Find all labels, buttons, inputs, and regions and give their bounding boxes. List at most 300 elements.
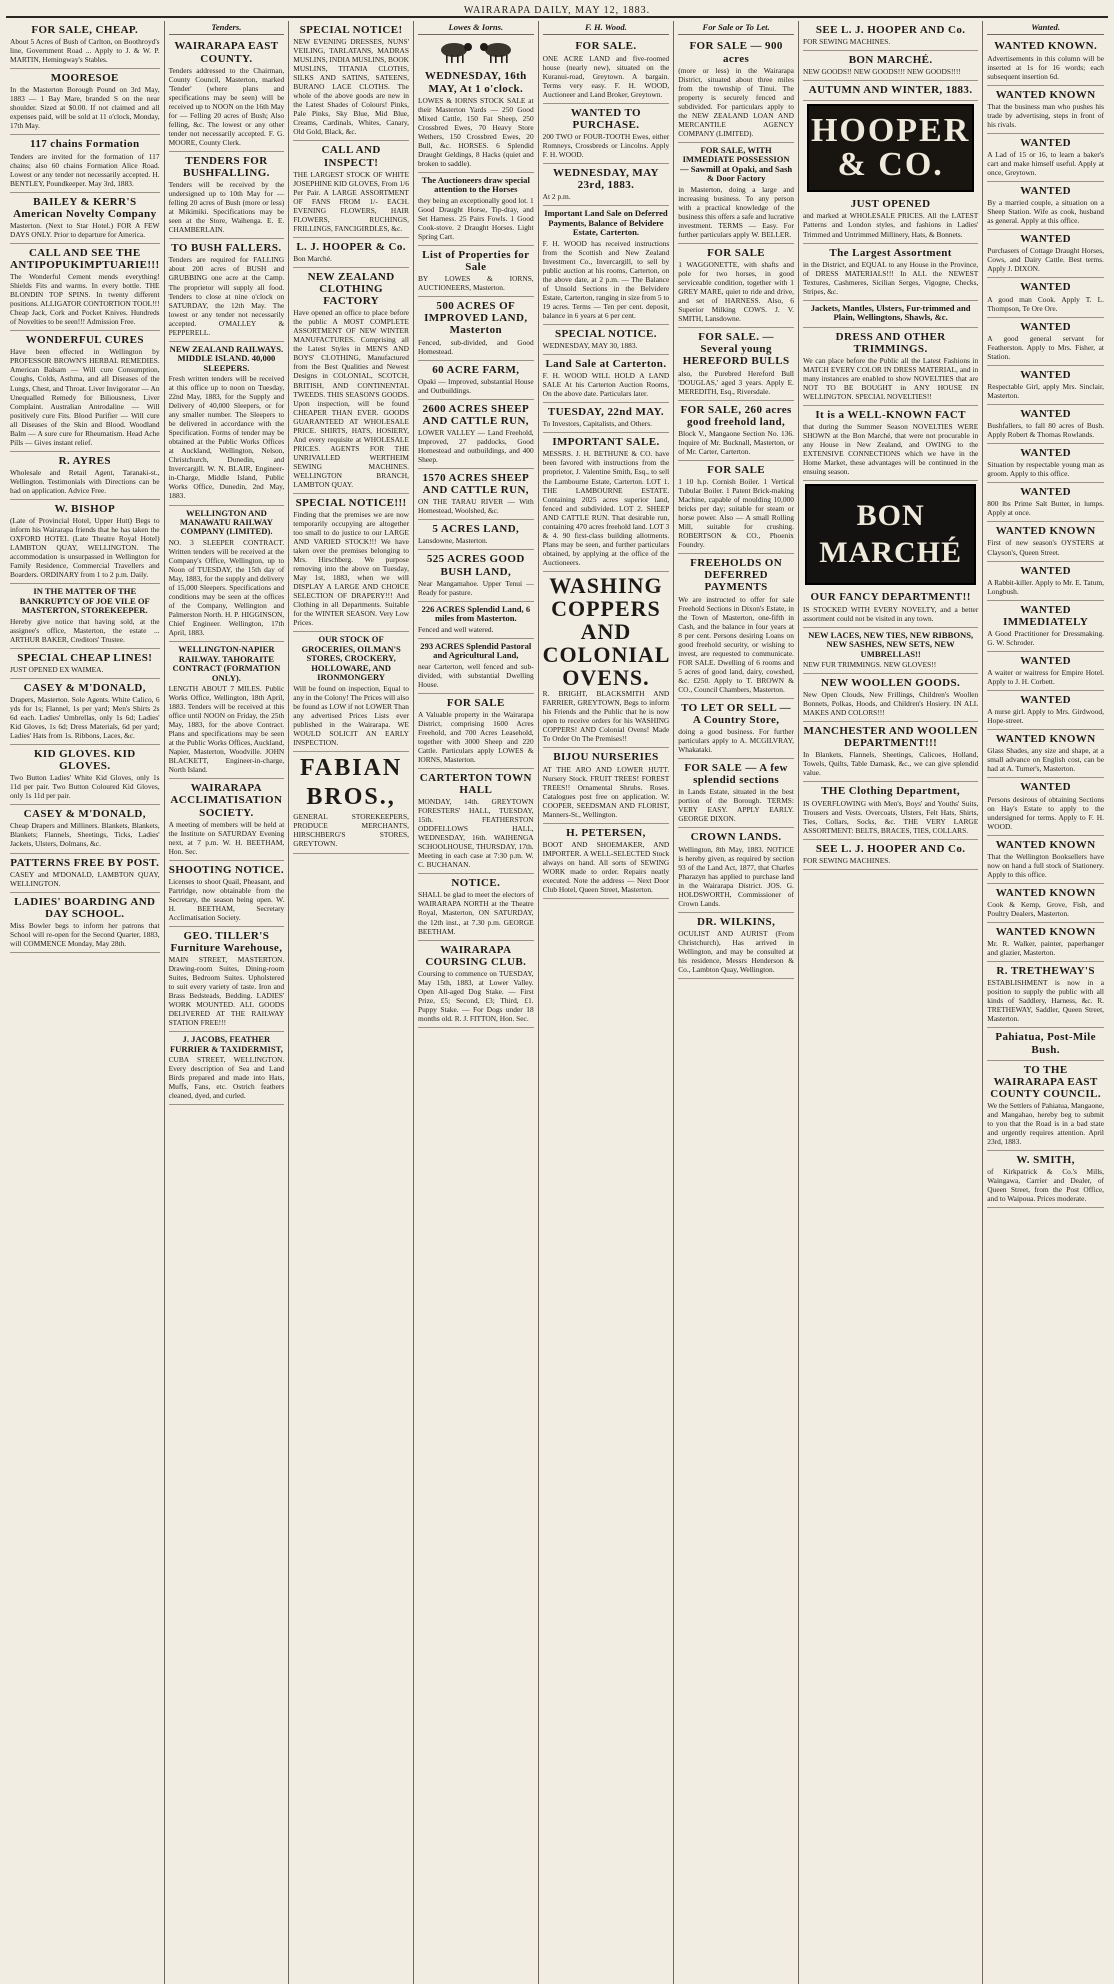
advertisement-body: A waiter or waitress for Empire Hotel. Apply to J. H. Corbett. — [987, 668, 1104, 687]
advertisement-body: MAIN STREET, MASTERTON. Drawing-room Suites, Dining-room Suites, Bedroom Suites. Upholstered to suit every variety of taste. Iron and Brass Bedsteads, Bedding. LADIES' WORK MOUNTED. ALL GOODS DELIVERED AT THE RAILWAY STATION FREE!!! — [168, 955, 285, 1028]
advertisement-heading: TENDERS FOR BUSHFALLING. — [183, 154, 270, 180]
advertisement-heading: WANTED KNOWN — [995, 88, 1096, 101]
advertisement — [678, 828, 794, 912]
advertisement-heading: GEO. TILLER'S Furniture Warehouse, — [170, 929, 283, 955]
advertisement-heading: IMPORTANT SALE. — [552, 436, 660, 449]
advertisement-body: NEW EVENING DRESSES, NUNS' VEILING, TARLATANS, MADRAS MUSLINS, INDIA MUSLINS, BOOK MUSLINS, TITANIA CLOTHS, SILKS AND SATINS, SATEENS, BURANO LACE CLOTHS. The whole of the above goods are new in the Latest Shades of Colours! Pinks, Pale Pinks, Sky Blue, Mid Blue, Creams, Cardinals, Whites, Canary, Old Gold, Black, &c. — [293, 37, 409, 137]
advertisement — [169, 861, 285, 927]
advertisement — [987, 562, 1104, 601]
advertisement-body: BOOT AND SHOEMAKER, AND IMPORTER. A WELL-SELECTED Stock always on hand. All sorts of SEWING WORK made to order. Repairs neatly executed. Note the address — Next Door Club Hotel, Queen Street, Masterton. — [542, 839, 670, 894]
advertisement — [678, 401, 794, 461]
advertisement-heading: PATTERNS FREE BY POST. — [10, 856, 160, 869]
advertisement-body: A meeting of members will be held at the Institute on SATURDAY Evening next, at 7 p.m. W. H. BEETHAM, Hon. Sec. — [168, 819, 285, 856]
advertisement — [10, 805, 160, 853]
advertisement-body: also, the Purebred Hereford Bull 'DOUGLAS,' aged 3 years. Apply E. MEREDITH, Esq., Riversdale. — [678, 368, 794, 396]
advertisement-heading: SPECIAL NOTICE! — [299, 24, 403, 36]
sheep-icon — [478, 38, 518, 64]
advertisement — [10, 193, 160, 244]
advertisement-heading: IN THE MATTER OF THE BANKRUPTCY OF JOE VILE OF MASTERTON, STOREKEEPER. — [19, 586, 150, 616]
advertisement-body: Persons desirous of obtaining Sections on Hay's Estate to apply to the undersigned for terms. Apply to F. H. WOOD. — [987, 794, 1104, 831]
column-8 — [983, 21, 1108, 1984]
advertisement-body: A nurse girl. Apply to Mrs. Girdwood, Hope-street. — [987, 707, 1104, 726]
advertisement-heading: DRESS AND OTHER TRIMMINGS. — [835, 330, 946, 355]
livestock-illustration — [418, 38, 534, 64]
advertisement-body: NO. 3 SLEEPER CONTRACT. Written tenders will be received at the Company's Office, Wellington, up to Noon of TUESDAY, the 15th day of May, 1883, for the supply and delivery of 15,000 Sleepers. Specifications and conditions may be seen at the offices of the Company, Wellington and Palmerston North. H. P. HIGGINSON, Chief Engineer. Wellington, 17th April, 1883. — [168, 537, 285, 638]
advertisement-body: Lansdowne, Masterton. — [417, 536, 488, 546]
advertisement-body: Coursing to commence on TUESDAY, May 15th, 1883, at Lower Valley. Open All-aged Dog Stake. — First Prize, £5; Second, £3; Third, £1. Puppy Stake. — For Dogs under 18 months old. R. J. FITTON, Hon. Sec. — [417, 968, 534, 1023]
advertisement-heading: W. SMITH, — [1016, 1154, 1075, 1167]
advertisement — [987, 134, 1104, 182]
advertisement-heading: 5 ACRES LAND, — [432, 523, 520, 536]
advertisement-heading: TUESDAY, 22nd MAY. — [547, 406, 665, 419]
advertisement — [418, 400, 534, 469]
advertisement-heading: BON MARCHÉ. — [848, 54, 933, 67]
column-3 — [289, 21, 414, 1984]
advertisement-heading: NEW WOOLLEN GOODS. — [821, 677, 961, 690]
advertisement-heading: WONDERFUL CURES — [25, 334, 144, 347]
bon-marche-banner: BON MARCHÉ — [805, 484, 976, 585]
advertisement-heading: FOR SALE, 260 acres good freehold land, — [680, 403, 792, 428]
advertisement — [293, 494, 409, 633]
advertisement — [803, 51, 978, 81]
advertisement-heading: WAIRARAPA EAST COUNTY. — [174, 40, 279, 65]
advertisement — [10, 679, 160, 745]
advertisement-heading: 500 ACRES OF IMPROVED LAND, Masterton — [424, 300, 528, 337]
advertisement-heading: OUR STOCK OF GROCERIES, OILMAN'S STORES, CROCKERY, HOLLOWARE, AND IRONMONGERY — [301, 634, 401, 683]
advertisement-body: 200 TWO or FOUR-TOOTH Ewes, either Romneys, Crossbreds or Lincolns. Apply F. H. WOOD. — [542, 131, 670, 159]
advertisement-body: Have been effected in Wellington by PROFESSOR BROWN'S HERBAL REMEDIES. American Balsam — Will cure Consumption, Coughs, Colds, Asthma, and all Diseases of the Lungs, Chest, and Throat. Liver Invigorator — An Unequalled Remedy for Biliousness, Liver Complaint. Australian Antrodaline — Will positively cure Fits. Blood Purifier — Will cure all Diseases of the Skin and Blood. Woodland Balm — A sure cure for Rheumatism. Head Ache Pills — Gives instant relief. — [10, 347, 160, 447]
advertisement — [678, 913, 794, 979]
advertisement — [987, 230, 1104, 278]
advertisement — [803, 588, 978, 627]
advertisement — [987, 836, 1104, 884]
advertisement-heading: WANTED IMMEDIATELY — [1003, 603, 1089, 628]
advertisement — [418, 173, 534, 246]
advertisement — [543, 37, 670, 103]
advertisement-body: That the Wellington Booksellers have now on hand a full stock of Stationery. Apply to this office. — [987, 851, 1104, 879]
advertisement — [987, 318, 1104, 366]
advertisement — [543, 104, 670, 164]
advertisement — [293, 141, 409, 237]
advertisement-body: WEDNESDAY, MAY 30, 1883. — [542, 340, 638, 350]
advertisement-body: in the District, and EQUAL to any House in the Province, of DRESS MATERIALS!!! In ALL the NEWEST Textures, Cashmeres, Sicilian Serges, Vigogne, Checks, Stripes, &c. — [802, 259, 979, 296]
advertisement-body: R. BRIGHT, BLACKSMITH AND FARRIER, GREYTOWN, Begs to inform his Friends and the Public that he is now open to receive orders for his WASHING COPPERS! AND Colonial Ovens! Made To Order On The Premises!! — [542, 689, 670, 744]
advertisement — [418, 550, 534, 601]
advertisement-body: (Late of Provincial Hotel, Upper Hutt) Begs to inform his Wairarapa friends that he has taken the OXFORD HOTEL (Late Theatre Royal Hotel) LAMBTON QUAY, WELLINGTON. The accommodation is unsurpassed in Wellington for Family Residence, Commercial Travellers and Boarders. ORDINARY from 1 to 2 p.m. Daily. — [10, 516, 160, 580]
advertisement-heading: OUR FANCY DEPARTMENT!! — [810, 591, 971, 604]
advertisement-body: NEW GOODS!! NEW GOODS!!! NEW GOODS!!!! — [802, 67, 961, 77]
advertisement-heading: WEDNESDAY, 16th MAY, At 1 o'clock. — [424, 70, 527, 95]
advertisement-body: SHALL be glad to meet the electors of WAIRARAPA NORTH at the Theatre Royal, Masterton, ON SATURDAY, the 12th inst., at 7.30 p.m. GEORGE BEETHAM. — [417, 890, 534, 936]
advertisement — [418, 639, 534, 694]
advertisement — [987, 923, 1104, 962]
advertisement-body: OCULIST AND AURIST (From Christchurch), Has arrived in Wellington, and may be consulted at his residence, Messrs Henderson & Co., Lambton Quay, Wellington. — [678, 928, 794, 974]
advertisement-heading: Land Sale at Carterton. — [545, 358, 667, 370]
advertisement — [10, 21, 160, 69]
column-5 — [539, 21, 675, 1984]
advertisement-body: A Rabbit-killer. Apply to Mr. E. Tatum, Longbush. — [987, 577, 1104, 596]
advertisement-body: A good man Cook. Apply T. L. Thompson, Te Ore Ore. — [987, 294, 1104, 313]
advertisement-body: IS OVERFLOWING with Men's, Boys' and Youths' Suits, Trousers and Vests. Overcoats, Ulsters, Felt Hats, Shirts, Ties, Collars, Socks, &c. THE VERY LARGE ASSORTMENT: BELTS, BRACES, TIES, COLLARS. — [802, 798, 979, 835]
advertisement-heading: BIJOU NURSERIES — [553, 751, 659, 764]
advertisement-heading: WANTED — [1020, 368, 1071, 381]
advertisement-heading: SPECIAL NOTICE. — [554, 327, 657, 340]
advertisement — [418, 297, 534, 360]
advertisement-heading: FOR SALE — A few splendid sections — [684, 762, 788, 787]
advertisement-body: Block V., Mangaone Section No. 136. Inquire of Mr. Bucknall, Masterton, or of Mr. Carter, Carterton. — [678, 428, 794, 456]
advertisement-heading: SPECIAL NOTICE!!! — [295, 496, 407, 509]
advertisement-heading: WANTED KNOWN — [995, 926, 1096, 939]
advertisement-body: Cook & Kemp, Grove, Fish, and Poultry Dealers, Masterton. — [987, 899, 1104, 918]
advertisement — [987, 86, 1104, 134]
advertisement — [293, 632, 409, 751]
advertisement-body: GENERAL STOREKEEPERS, PRODUCE MERCHANTS, HIRSCHBERG'S STORES, GREYTOWN. — [293, 812, 409, 849]
advertisement-body: Purchasers of Cottage Draught Horses, Cows, and Dairy Cattle. Best terms. Apply J. DIXON. — [987, 246, 1104, 274]
advertisement — [169, 779, 285, 860]
advertisement-body: 1 WAGGONETTE, with shafts and pole for two horses, in good serviceable condition, together with 1 GREY MARE, quiet to ride and drive, and set of HARNESS. Also, 6 Superior Milking COWS. J. V. SMITH, Lansdowne. — [678, 260, 794, 324]
advertisement-heading: CALL AND SEE THE ANTIPOPUKIMPTUARIE!!! — [10, 246, 160, 271]
hooper-advertisement-block — [807, 104, 974, 192]
advertisement-body: of Kirkpatrick & Co.'s Mills, Waingawa, Carrier and Dealer, of Queen Street, from the Post Office, and to Waipoua. Prices moderate. — [987, 1167, 1104, 1204]
columns-container — [6, 21, 1108, 1984]
advertisement-heading: The Auctioneers draw special attention to the Horses — [421, 174, 530, 195]
advertisement — [543, 164, 670, 206]
column-heading: Wanted. — [987, 21, 1104, 35]
column-1 — [6, 21, 165, 1984]
advertisement-heading: FOR SALE. — Several young HEREFORD BULLS — [682, 331, 790, 368]
advertisement — [803, 722, 978, 782]
advertisement — [987, 483, 1104, 522]
advertisement-heading: CARTERTON TOWN HALL — [419, 771, 532, 796]
advertisement-body: (more or less) in the Wairarapa District, situated about three miles from the township of Tinui. The property is securely fenced and subdivided. For particulars apply to the NEW ZEALAND LOAN AND MERCANTILE AGENCY COMPANY (LIMITED). — [678, 65, 794, 138]
advertisement — [543, 824, 670, 899]
advertisement-body: In the Masterton Borough Pound on 3rd May, 1883 — 1 Bay Mare, branded S on the near shoulder. Sized at $0.00. If not claimed and all expenses paid, will be sold at 11 o'clock, Monday, 17th May. — [10, 85, 160, 131]
advertisement-heading: 2600 ACRES SHEEP AND CATTLE RUN, — [422, 402, 530, 427]
advertisement — [10, 135, 160, 192]
advertisement-heading: WANTED — [1020, 486, 1071, 499]
advertisement-heading: 117 chains Formation — [30, 138, 140, 151]
advertisement — [169, 1032, 285, 1105]
advertisement-body: LOWES & IORNS STOCK SALE at their Masterton Yards — 250 Good Mixed Cattle, 150 Fat Sheep, 250 Crossbred Ewes, 70 Heavy Store Wethers, 150 Crossbred Ewes, 20 Bull, &c. HORSES. 6 Splendid Draught Geldings, 8 Hacks (quiet and broken to saddle). — [417, 95, 534, 168]
advertisement — [10, 244, 160, 331]
advertisement-heading: FOR SALE — 900 acres — [689, 40, 783, 65]
advertisement — [987, 182, 1104, 230]
advertisement-heading: MOORESOE — [50, 72, 119, 85]
advertisement-heading: AUTUMN AND WINTER, 1883. — [808, 84, 973, 97]
advertisement — [418, 67, 534, 172]
column-heading: For Sale or To Let. — [678, 21, 794, 35]
column-heading: Lowes & Iorns. — [418, 21, 534, 35]
advertisement-body: Fenced and well watered. — [417, 624, 494, 634]
advertisement-body: Two Button Ladies' White Kid Gloves, only 1s 11d per pair. Two Button Coloured Kid Gloves, only 1s 11d per pair. — [10, 773, 160, 801]
advertisement — [987, 652, 1104, 691]
advertisement-heading: CALL AND INSPECT! — [321, 144, 381, 169]
advertisement-body: A Good Practitioner for Dressmaking. G. W. Schroder. — [987, 628, 1104, 647]
advertisement-heading: WANTED — [1020, 781, 1071, 794]
advertisement-body: Cheap Drapers and Milliners. Blankets, Blankets, Blankets; Flannels, Sheetings, Ticks, Ladies' Jackets, Ulsters, Dolmans, &c. — [10, 821, 160, 849]
advertisement-heading: LADIES' BOARDING AND DAY SCHOOL. — [14, 895, 156, 920]
advertisement-body: Advertisements in this column will be inserted at 1s for 16 words; each subsequent insertion 6d. — [987, 53, 1104, 81]
advertisement-heading: TO THE WAIRARAPA EAST COUNTY COUNCIL. — [990, 1063, 1101, 1100]
advertisement-body: A Valuable property in the Wairarapa District, comprising 1600 Acres Freehold, and 700 Acres Leasehold, together with 3000 Sheep and 220 Cattle. Particulars apply LOWES & IORNS, Masterton. — [417, 709, 534, 764]
advertisement-heading: WANTED — [1020, 136, 1071, 149]
advertisement-body: Opaki — Improved, substantial House and Outbuildings. — [417, 376, 534, 395]
advertisement-heading: WANTED KNOWN. — [994, 40, 1098, 53]
advertisement-heading: FABIAN BROS., — [299, 754, 403, 811]
advertisement-heading: CROWN LANDS. — [690, 831, 782, 844]
advertisement-body: Masterton. (Next to Star Hotel.) FOR A FEW DAYS ONLY. Prior to departure for America. — [10, 220, 160, 239]
advertisement — [803, 328, 978, 406]
masthead-title: WAIRARAPA DAILY, MAY 12, 1883. — [463, 4, 651, 16]
advertisement-heading: WAIRARAPA ACCLIMATISATION SOCIETY. — [170, 782, 283, 819]
advertisement-body: The Wonderful Cement mends everything! Shields Fits and warms. In every bottle. THE BLONDIN TOP SPINS. In twenty different positions. ALLIGATOR CONTORTION TOOL!!! Cheap Jack, Cork and Pocket Knives. Hundreds of Novelties to be seen!!! Admission Free. — [10, 272, 160, 327]
advertisement-heading: MANCHESTER AND WOOLLEN DEPARTMENT!!! — [803, 725, 978, 750]
advertisement-body: Tenders addressed to the Chairman, County Council, Masterton, marked 'Tender' (where plans and specifications may be seen) will be received up to NOON on the 16th May for — Felling 20 acres of Bush; Also felling, &c. The lowest or any other tender not necessarily accepted. F. G. MOORE, County Clerk. — [168, 65, 285, 147]
advertisement-body: A Lad of 15 or 16, to learn a baker's cart and make himself useful. Apply at once, Greytown. — [987, 149, 1104, 178]
advertisement-body: Miss Bowler begs to inform her patrons that School will re-open for the Second Quarter, 1883, will COMMENCE Monday, May 28th. — [10, 920, 160, 948]
advertisement-body: they being an exceptionally good lot. 1 Good Draught Horse, Tip-dray, and Set Harness. 25 Pairs Fowls. 1 Good Cook-stove. 2 Draught Horses. Light Spring Cart. — [417, 195, 534, 241]
advertisement-body: Near Mangamahoe. Upper Tenui — Ready for pasture. — [417, 578, 534, 597]
advertisement — [987, 962, 1104, 1028]
column-heading: Tenders. — [169, 21, 285, 35]
advertisement-heading: WANTED — [1020, 564, 1071, 577]
advertisement — [10, 649, 160, 679]
advertisement-heading: SPECIAL CHEAP LINES! — [17, 651, 153, 664]
advertisement — [678, 461, 794, 554]
advertisement-heading: WANTED — [1020, 320, 1071, 333]
advertisement — [803, 21, 978, 51]
advertisement — [987, 601, 1104, 652]
advertisement — [543, 325, 670, 355]
column-4 — [414, 21, 539, 1984]
advertisement — [169, 642, 285, 779]
advertisement-heading: WANTED TO PURCHASE. — [570, 106, 642, 131]
advertisement-body: FOR SEWING MACHINES. — [802, 37, 891, 47]
advertisement-heading: Pahiatua, Post-Mile Bush. — [995, 1031, 1096, 1056]
advertisement — [803, 81, 978, 101]
advertisement-body: NEW FUR TRIMMINGS. NEW GLOVES!! — [802, 659, 937, 669]
advertisement-body: Tenders are invited for the formation of 117 chains; also 60 chains Formation Alice Road. Lowest or any tender not necessarily accepted. H. BENTLEY, Poundkeeper. May 3rd, 1883. — [10, 151, 160, 188]
advertisement-body: near Carterton, well fenced and sub-divided, with substantial Dwelling House. — [417, 661, 534, 689]
advertisement-heading: 525 ACRES GOOD BUSH LAND, — [426, 553, 525, 578]
advertisement-body: 1 10 h.p. Cornish Boiler. 1 Vertical Tubular Boiler. 1 Patent Brick-making Machine, capable of moulding 10,000 bricks per day; suitable for steam or horse power. Also — A small Rolling Mill, suitable for crushing. ROBERTSON & CO., Phoenix Foundry. — [678, 476, 794, 550]
advertisement — [293, 268, 409, 494]
advertisement — [10, 745, 160, 805]
advertisement — [543, 206, 670, 325]
advertisement — [10, 331, 160, 451]
advertisement-heading: WANTED — [1020, 185, 1071, 198]
advertisement — [418, 520, 534, 550]
advertisement-heading: The Largest Assortment — [829, 246, 952, 259]
advertisement-heading: FOR SALE — [707, 463, 766, 476]
advertisement-heading: NOTICE. — [451, 877, 501, 890]
advertisement — [987, 366, 1104, 405]
advertisement-body: ESTABLISHMENT is now in a position to supply the public with all kinds of Saddlery, Harness, &c. R. TRETHEWAY, Saddler, Queen Street, Masterton. — [987, 978, 1104, 1024]
advertisement — [678, 699, 794, 759]
advertisement-body: Have opened an office to place before the public A MOST COMPLETE ASSORTMENT OF NEW WINTER MANUFACTURES. Comprising all the Latest Styles in MEN'S AND BOYS' CLOTHING, Manufactured from the Best Qualities and Newest Designs in COLONIAL, SCOTCH, BRITISH, AND CONTINENTAL TWEEDS. THIS SEASON'S GOODS. Upon inspection, will be found CHEAPER THAN EVER. GOODS GUARANTEED AT WHOLESALE PRICE. SHIRTS, HATS, HOSIERY, And every requisite at WHOLESALE PRICES. AGENTS FOR THE UNRIVALLED WERTHEIM SEWING MACHINES. WELLINGTON BRANCH, LAMBTON QUAY. — [293, 308, 409, 489]
advertisement — [987, 37, 1104, 85]
advertisement-heading: 293 ACRES Splendid Pastoral and Agricultural Land, — [420, 640, 532, 661]
advertisement-heading: It is a WELL-KNOWN FACT — [815, 409, 966, 421]
advertisement — [10, 893, 160, 953]
advertisement — [418, 694, 534, 769]
advertisement — [803, 674, 978, 722]
advertisement-heading: 1570 ACRES SHEEP AND CATTLE RUN, — [422, 472, 530, 497]
advertisement-heading: List of Properties for Sale — [422, 248, 530, 274]
advertisement-body: CASEY and M'DONALD, LAMBTON QUAY, WELLINGTON. — [10, 869, 160, 888]
advertisement-body: By a married couple, a situation on a Sheep Station. Wife as cook, husband as general. Apply at this office. — [987, 198, 1104, 226]
advertisement-heading: WEDNESDAY, MAY 23rd, 1883. — [553, 167, 659, 192]
advertisement — [418, 941, 534, 1028]
advertisement-heading: Important Land Sale on Deferred Payments, Balance of Belvidere Estate, Carterton. — [544, 208, 668, 238]
advertisement-heading: WANTED KNOWN — [995, 733, 1096, 746]
advertisement-body: F. H. WOOD has received instructions from the Scottish and New Zealand Investment Co., Invercargill, to sell by public auction at his rooms, Carterton, on the above date, at 2 p.m. — The Balance of Unsold Sections in the Belvidere Estate, Carterton, ranging in size from 5 to 19 acres. Terms — Ten per cent. deposit, balance in 6 years at 6 per cent. — [542, 238, 670, 320]
advertisement-body: Drapers, Masterton. Sole Agents. White Calico, 6 yds for 1s; Flannel, 1s per yard; Men's Shirts 2s 6d each. Ladies' Umbrellas, only 1s 6d; Ladies' Kid Gloves, 1s 6d; Dress Materials, 6d per yard; Ladies' Hats from 1s. Ribbons, Laces, &c. — [10, 694, 160, 741]
advertisement-heading: WELLINGTON-NAPIER RAILWAY. TAHORAITE CONTRACT (FORMATION ONLY). — [172, 644, 281, 683]
advertisement-heading: SEE L. J. HOOPER AND Co. — [815, 24, 966, 36]
advertisement-body: Mr. R. Walker, painter, paperhanger and glazier, Masterton. — [987, 939, 1104, 958]
advertisement-body: LENGTH ABOUT 7 MILES. Public Works Office, Wellington, 18th April, 1883. Tenders will be received at this office until NOON on Friday, the 25th May, 1883, for the above Contract. Plans and specifications may be seen at the Public Works Offices, Auckland, Napier, Masterton, Woodville. JOHN BLACKETT, Engineer-in-charge, North Island. — [168, 684, 285, 775]
advertisement-body: Tenders will be received by the undersigned up to 10th May for — felling 20 acres of Bush (more or less) at Mikimiki. Specifications may be seen at the Store, Waihenga. E. E. CHAMBERLAIN. — [168, 180, 285, 235]
advertisement — [987, 405, 1104, 444]
advertisement — [803, 782, 978, 839]
advertisement-heading: TO LET OR SELL — A Country Store, — [681, 701, 792, 726]
advertisement-heading: FOR SALE — [707, 246, 766, 259]
advertisement — [169, 342, 285, 506]
advertisement — [169, 152, 285, 239]
advertisement-heading: CASEY & M'DONALD, — [23, 808, 146, 821]
advertisement-body: Bon Marché. — [293, 253, 332, 263]
advertisement-heading: WANTED KNOWN — [995, 525, 1096, 538]
advertisement — [543, 748, 670, 823]
advertisement-heading: NEW ZEALAND CLOTHING FACTORY — [307, 270, 395, 308]
advertisement-body: in Masterton, doing a large and increasing business. To any person with a practical knowledge of the business this offers a safe and lucrative investment. TERMS — Easy. For further particulars apply W. BELLER. — [678, 184, 794, 239]
advertisement-heading: WANTED — [1020, 407, 1071, 420]
advertisement-body: JUST OPENED EX WAIMEA. — [10, 664, 104, 674]
advertisement-heading: SHOOTING NOTICE. — [168, 863, 284, 876]
advertisement — [987, 444, 1104, 483]
advertisement-heading: WANTED — [1020, 694, 1071, 707]
advertisement-heading: WANTED — [1020, 281, 1071, 294]
advertisement — [803, 406, 978, 481]
advertisement-body: in Lands Estate, situated in the best portion of the Borough. TERMS: VERY EASY. APPLY EARLY. GEORGE DIXON. — [678, 787, 794, 824]
advertisement-body: that during the Summer Season NOVELTIES WERE SHOWN at the Bon Marché, that were not procurable in any House in New Zealand, and OWING to the EXTENSIVE CONNECTIONS which we have in the Home Market, these advantages will be continued in the ensuing season. — [802, 422, 979, 477]
advertisement-body: Wellington, 8th May, 1883. NOTICE is hereby given, as required by section 93 of the Land Act, 1877, that Charles Pharazyn has applied to purchase land in the Wairarapa District. JOS. G. HOLDSWORTH, Commissioner of Crown Lands. — [678, 844, 794, 908]
advertisement-body: We the Settlers of Pahiatua, Mangaone, and Mangahao, hereby beg to submit to you that the Road is in a bad state and urgently requires attention. April 23rd, 1883. — [987, 1100, 1104, 1147]
advertisement-heading: Jackets, Mantles, Ulsters, Fur-trimmed and Plain, Wellingtons, Shawls, &c. — [810, 302, 971, 323]
advertisement — [678, 244, 794, 328]
advertisement-body: Hereby give notice that having sold, at the assignee's office, Masterton, the estate ... ARTHUR BAKER, Creditors' Trustee. — [10, 616, 160, 644]
advertisement — [418, 769, 534, 874]
advertisement-heading: W. BISHOP — [54, 502, 116, 515]
advertisement-heading: FOR SALE. — [575, 40, 637, 53]
advertisement-heading: NEW ZEALAND RAILWAYS. MIDDLE ISLAND. 40,000 SLEEPERS. — [169, 343, 284, 373]
advertisement-heading: WANTED — [1020, 447, 1071, 460]
advertisement — [10, 500, 160, 584]
advertisement — [169, 927, 285, 1032]
advertisement — [543, 355, 670, 403]
advertisement — [987, 1028, 1104, 1060]
advertisement-heading: NEW LACES, NEW TIES, NEW RIBBONS, NEW SASHES, NEW SETS, NEW UMBRELLAS!! — [808, 629, 974, 659]
advertisement-body: Bushfallers, to fall 80 acres of Bush. Apply Robert & Thomas Rowlands. — [987, 421, 1104, 440]
advertisement-body: Glass Shades, any size and shape, at a small advance on English cost, can be had at A. Turner's, Masterton. — [987, 746, 1104, 774]
advertisement-heading: SEE L. J. HOOPER AND Co. — [815, 842, 966, 855]
advertisement — [678, 37, 794, 142]
advertisement-body: ON THE TARAU RIVER — With Homestead, Woolshed, &c. — [417, 497, 534, 516]
advertisement-body: BY LOWES & IORNS, AUCTIONEERS, Masterton. — [417, 274, 534, 293]
advertisement-body: CUBA STREET, WELLINGTON. Every description of Sea and Land Birds prepared and made into Hats, Muffs, Fans, etc. Ostrich feathers cleaned, dyed, and curled. — [168, 1055, 285, 1101]
advertisement-body: First of new season's OYSTERS at Clayson's, Queen Street. — [987, 538, 1104, 557]
advertisement — [803, 628, 978, 674]
advertisement-body: We are instructed to offer for sale Freehold Sections in Dixon's Estate, in the Town of Masterton, one-fifth in Cash, and the balance in four years at 8 per cent. Persons desiring Loans on good freehold security, or wishing to invest, are requested to communicate. FOR SALE. Dwelling of 6 rooms and 5 acres of good land, dairy, cowshed, &c. £250. Apply to T. BROWN & CO., Council Chambers, Masterton. — [678, 594, 794, 694]
advertisement — [10, 452, 160, 500]
advertisement — [169, 239, 285, 341]
advertisement-body: Fresh written tenders will be received at this office up to noon on Tuesday, 22nd May, 1883, for the Supply and Delivery of 40,000 Sleepers, or for any smaller number. The Sleepers to be delivered in accordance with the Specification. Forms of tender may be obtained at the Public Works Offices at Auckland, Wellington, Nelson, Christchurch, Dunedin, and Invercargill. W. N. BLAIR, Engineer-in-Charge, Middle Island, Public Works Office, Dunedin, 2nd May, 1883. — [168, 374, 285, 501]
column-6 — [674, 21, 799, 1984]
advertisement — [678, 328, 794, 400]
advertisement-body: LOWER VALLEY — Land Freehold, Improved, 27 paddocks, Good Homestead and outbuildings, and 400 Sheep. — [417, 427, 534, 465]
advertisement-heading: FREEHOLDS ON DEFERRED PAYMENTS — [690, 557, 783, 594]
advertisement-heading: H. PETERSEN, — [566, 826, 646, 839]
advertisement — [10, 584, 160, 648]
advertisement-heading: 226 ACRES Splendid Land, 6 miles from Masterton. — [421, 603, 531, 624]
advertisement — [543, 403, 670, 433]
advertisement-body: Respectable Girl, apply Mrs. Sinclair, Masterton. — [987, 381, 1104, 400]
advertisement — [803, 195, 978, 243]
advertisement-body: A good general servant for Featherston. Apply to Mrs. Fisher, at Station. — [987, 333, 1104, 361]
advertisement-body: doing a good business. For further particulars apply to A. MCGILVRAY, Whakataki. — [678, 727, 794, 755]
advertisement — [678, 759, 794, 828]
advertisement — [987, 1061, 1104, 1151]
advertisement-heading: TO BUSH FALLERS. — [171, 242, 282, 255]
advertisement-body: THE LARGEST STOCK OF WHITE JOSEPHINE KID GLOVES, From 1/6 Per Pair. A LARGE ASSORTMENT OF FANS FROM 1/- EACH. EVENING FLOWERS, HAIR FLOWERS, RUCHINGS, FRILLINGS, FANCIGIRDLES, &c. — [293, 169, 409, 233]
advertisement-heading: FOR SALE, WITH IMMEDIATE POSSESSION — Sawmill at Opaki, and Sash & Door Factory — [679, 144, 793, 184]
advertisement-heading: J. JACOBS, FEATHER FURRIER & TAXIDERMIST, — [169, 1034, 283, 1054]
advertisement-body: About 5 Acres of Bush of Carlton, on Boothroyd's line, Government Road ... Apply to J. & W. P. MARTIN, Hemingway's Stables. — [10, 37, 160, 65]
advertisement-heading: R. AYRES — [58, 454, 111, 467]
advertisement — [987, 522, 1104, 561]
advertisement-body: ONE ACRE LAND and five-roomed house (nearly new), situated on the Kuranui-road, Greytown. A bargain. Terms very easy. F. H. WOOD, Auctioneer and Land Broker, Greytown. — [542, 53, 670, 99]
advertisement-heading: FOR SALE — [446, 696, 505, 709]
advertisement-body: IS STOCKED WITH EVERY NOVELTY, and a better assortment could not be visited in any town. — [802, 604, 979, 623]
advertisement — [987, 730, 1104, 778]
advertisement-body: Situation by respectable young man as groom. Apply to this office. — [987, 460, 1104, 479]
advertisement — [418, 469, 534, 520]
advertisement-body: Wholesale and Retail Agent, Taranaki-st., Wellington. Testimonials with Directions can be had on application. Advice Free. — [10, 467, 160, 495]
advertisement-heading: DR. WILKINS, — [696, 915, 776, 928]
sheep-icon — [434, 38, 474, 64]
advertisement — [803, 840, 978, 870]
column-heading: F. H. Wood. — [543, 21, 670, 35]
advertisement — [418, 361, 534, 400]
advertisement — [987, 884, 1104, 923]
advertisement — [10, 854, 160, 893]
advertisement-heading: FOR SALE, CHEAP. — [31, 24, 139, 36]
advertisement-heading: L. J. HOOPER & Co. — [296, 240, 406, 253]
advertisement-body: Tenders are required for FALLING about 200 acres of BUSH and GRUBBING one acre at the Camp. The proprietor will supply all food. Tenders to close at nine o'clock on SATURDAY, the 12th May. The lowest or any tender not necessarily accepted. O'MALLEY & PEPPERELL. — [168, 255, 285, 337]
advertisement — [678, 143, 794, 244]
advertisement — [987, 691, 1104, 730]
advertisement-heading: 60 ACRE FARM, — [432, 363, 520, 376]
advertisement-body: F. H. WOOD WILL HOLD A LAND SALE At his Carterton Auction Rooms, On the above date. Particulars later. — [542, 371, 670, 399]
masthead — [6, 4, 1108, 18]
advertisement — [803, 244, 978, 301]
advertisement — [987, 778, 1104, 835]
advertisement-body: To Investors, Capitalists, and Others. — [542, 419, 652, 429]
advertisement-body: Finding that the premises we are now temporarily occupying are altogether too small to do justice to our LARGE AND VARIED STOCK!!! We have taken over the premises belonging to Mrs. Hirschberg. We purpose removing into the above on Tuesday, May 1st, 1883, when we will DISPLAY A LARGE AND CHOICE SELECTION OF DRAPERY!!! And Clothing in all Departments. Suitable for the WINTER SEASON. Very Low Prices. — [293, 509, 409, 628]
advertisement — [293, 238, 409, 268]
advertisement — [543, 433, 670, 572]
